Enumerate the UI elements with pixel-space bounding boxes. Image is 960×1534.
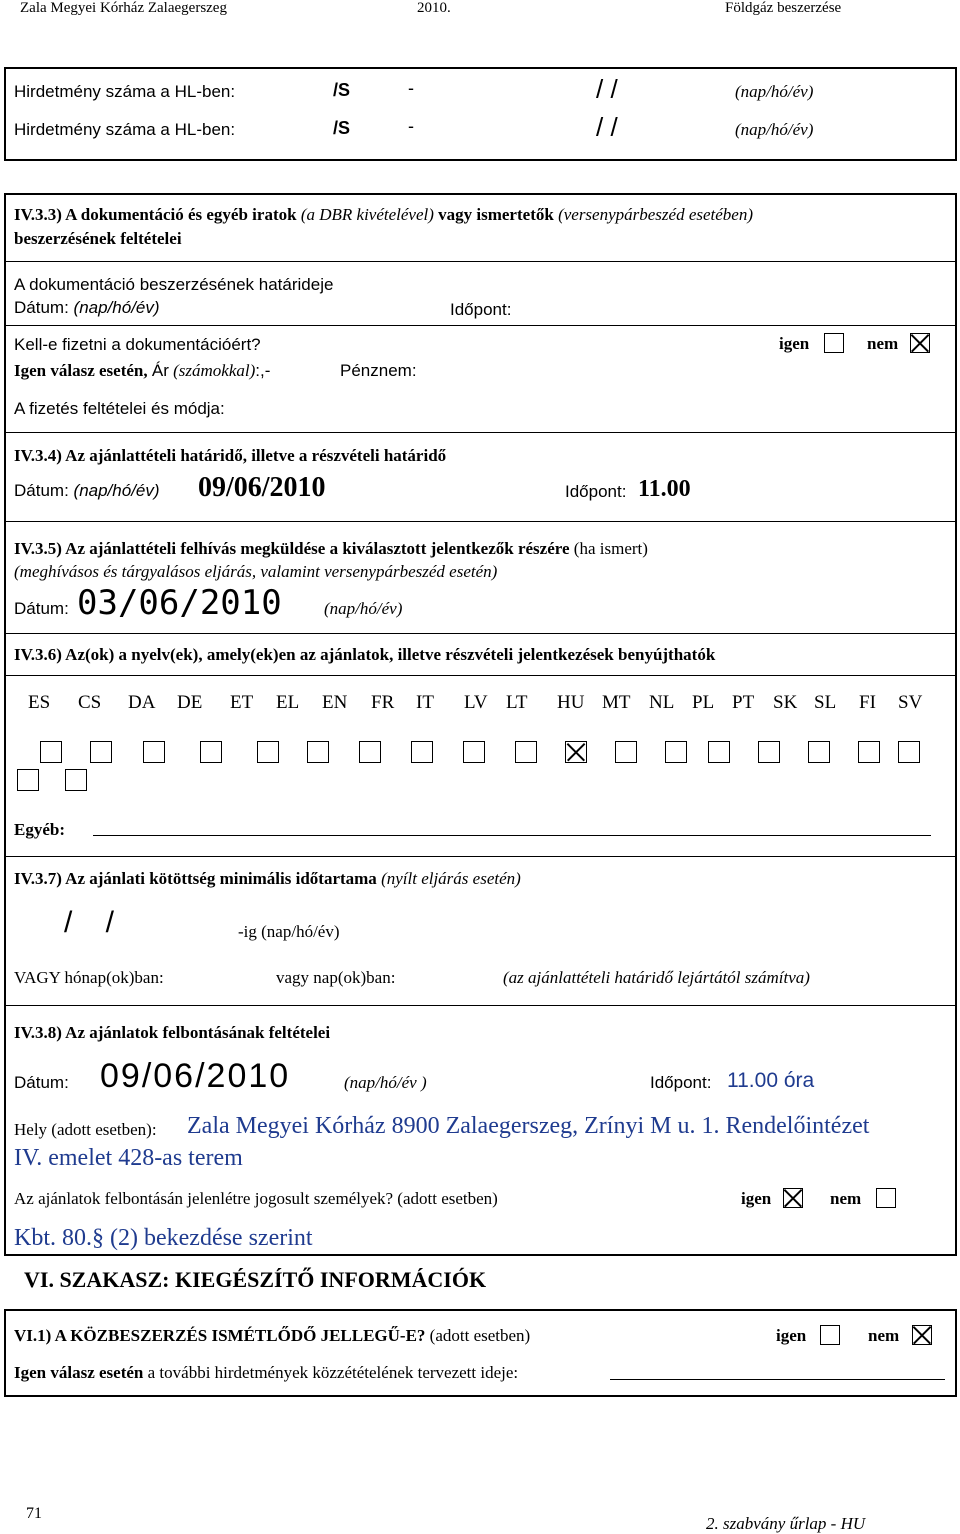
s6-igen-label: igen [776,1326,807,1345]
s438-place-line1: Zala Megyei Kórház 8900 Zalaegerszeg, Zrínyi M u. 1. Rendelőintézet [187,1113,870,1139]
language-checkbox-fr[interactable] [411,741,433,763]
language-code-lt: LT [506,692,528,713]
language-checkbox-mt[interactable] [665,741,687,763]
language-code-pl: PL [692,692,715,713]
language-checkbox-en[interactable] [359,741,381,763]
header-org: Zala Megyei Kórház Zalaegerszeg [20,0,227,16]
s438-igen-checkbox[interactable] [783,1188,803,1208]
s433-igen-checkbox[interactable] [824,333,844,353]
form-name: 2. szabvány űrlap - HU [706,1514,866,1533]
s437-months-label: VAGY hónap(ok)ban: [14,968,164,987]
divider [6,325,955,326]
language-checkbox-it[interactable] [463,741,485,763]
language-checkbox-cs[interactable] [90,741,112,763]
s433-nem-label: nem [867,334,899,353]
divider [6,261,955,262]
language-code-en: EN [322,692,348,713]
language-code-fi: FI [859,692,876,713]
s438-date-fmt: (nap/hó/év ) [344,1073,427,1092]
s6-followup-underline[interactable] [610,1379,945,1380]
s438-title: IV.3.8) Az ajánlatok felbontásának feltételei [14,1023,331,1042]
s435-date-fmt: (nap/hó/év) [324,599,403,618]
announcement-label-1: Hirdetmény száma a HL-ben: [14,82,236,101]
s434-date-row: Dátum: (nap/hó/év) [14,481,160,500]
announcement-label-2: Hirdetmény száma a HL-ben: [14,120,236,139]
s438-igen-label: igen [741,1189,772,1208]
s433-pay-question: Kell-e fizetni a dokumentációért? [14,335,261,354]
language-code-sl: SL [814,692,837,713]
language-checkbox-nl[interactable] [708,741,730,763]
language-checkbox-sl[interactable] [898,741,920,763]
s433-igen-label: igen [779,334,810,353]
language-checkbox-et[interactable] [257,741,279,763]
s433-date-row: Dátum: (nap/hó/év) [14,298,160,317]
language-code-nl: NL [649,692,675,713]
s435-date-label: Dátum: [14,599,69,618]
s433-time-label: Időpont: [450,300,512,319]
s433-price-row: Igen válasz esetén, Ár (számokkal):,- [14,361,271,380]
s437-note: (az ajánlattételi határidő lejártától számítva) [503,968,810,987]
s434-date-value: 09/06/2010 [198,472,326,503]
language-code-hu: HU [557,692,585,713]
s6-igen-checkbox[interactable] [820,1325,840,1345]
language-checkbox-lt[interactable] [565,741,587,763]
s438-place-label: Hely (adott esetben): [14,1120,157,1139]
s435-title: IV.3.5) Az ajánlattételi felhívás megküldése a kiválasztott jelentkezők részére (ha ismert) [14,539,648,558]
s437-title: IV.3.7) Az ajánlati kötöttség minimális időtartama (nyílt eljárás esetén) [14,869,521,888]
s438-nem-label: nem [830,1189,862,1208]
s434-title: IV.3.4) Az ajánlattételi határidő, illetve a részvételi határidő [14,446,447,465]
s6-followup: Igen válasz esetén a további hirdetmények közzétételének tervezett ideje: [14,1363,519,1382]
language-checkbox-es[interactable] [40,741,62,763]
language-code-sv: SV [898,692,923,713]
s435-subtitle: (meghívásos és tárgyalásos eljárás, valamint versenypárbeszéd esetén) [14,562,498,581]
s6-question: VI.1) A KÖZBESZERZÉS ISMÉTLŐDŐ JELLEGŰ-E? (adott esetben) [14,1326,531,1345]
s433-terms-label: A fizetés feltételei és módja: [14,399,225,418]
language-code-mt: MT [602,692,631,713]
s438-nem-checkbox[interactable] [876,1188,896,1208]
announcement-s-2: /S [333,118,351,138]
language-checkbox-el[interactable] [307,741,329,763]
s434-time-value: 11.00 [638,476,691,502]
s436-other-label: Egyéb: [14,820,65,839]
language-code-pt: PT [732,692,755,713]
s433-currency-label: Pénznem: [340,361,417,380]
divider [6,856,955,857]
language-checkbox-da[interactable] [143,741,165,763]
header-subject: Földgáz beszerzése [725,0,842,16]
s433-deadline-label: A dokumentáció beszerzésének határideje [14,275,334,294]
language-code-cs: CS [78,692,102,713]
language-code-es: ES [28,692,51,713]
s6-nem-label: nem [868,1326,900,1345]
s438-date-label: Dátum: [14,1073,69,1092]
language-checkbox-pl[interactable] [758,741,780,763]
section6-box [4,1309,957,1397]
divider [6,432,955,433]
s438-place-line2: IV. emelet 428-as terem [14,1145,243,1171]
language-code-sk: SK [773,692,798,713]
language-code-el: EL [276,692,300,713]
s433-title: IV.3.3) A dokumentáció és egyéb iratok (a DBR kivételével) vagy ismertetők (versenypárbeszéd esetében) [14,205,754,224]
language-code-et: ET [230,692,254,713]
language-code-de: DE [177,692,203,713]
s438-kbt: Kbt. 80.§ (2) bekezdése szerint [14,1225,313,1251]
s436-title: IV.3.6) Az(ok) a nyelv(ek), amely(ek)en az ajánlatok, illetve részvételi jelentkezések benyújthatók [14,645,716,664]
s433-nem-checkbox[interactable] [910,333,930,353]
language-checkbox-pt[interactable] [808,741,830,763]
language-code-da: DA [128,692,156,713]
s437-slashes: / / [64,906,115,939]
divider [6,521,955,522]
s438-time-label: Időpont: [650,1073,712,1092]
language-checkbox-fi[interactable] [17,769,39,791]
language-checkbox-de[interactable] [200,741,222,763]
language-code-it: IT [416,692,434,713]
announcement-fmt-1: (nap/hó/év) [735,82,814,101]
other-underline[interactable] [93,835,931,836]
language-checkbox-hu[interactable] [615,741,637,763]
announcement-slashes-2: / / [596,112,618,142]
divider [6,1005,955,1006]
divider [6,675,955,676]
s438-persons-question: Az ajánlatok felbontásán jelenlétre jogosult személyek? (adott esetben) [14,1189,498,1208]
language-code-fr: FR [371,692,395,713]
language-code-lv: LV [464,692,488,713]
s6-nem-checkbox[interactable] [912,1325,932,1345]
language-checkbox-lv[interactable] [515,741,537,763]
language-checkbox-sv[interactable] [65,769,87,791]
section6-heading: VI. SZAKASZ: KIEGÉSZÍTŐ INFORMÁCIÓK [24,1267,487,1292]
s434-time-label: Időpont: [565,482,627,501]
announcement-fmt-2: (nap/hó/év) [735,120,814,139]
language-checkbox-sk[interactable] [858,741,880,763]
announcement-slashes-1: / / [596,74,618,104]
header-year: 2010. [417,0,451,16]
s435-date-value: 03/06/2010 [77,583,282,623]
s437-ig: -ig (nap/hó/év) [238,922,340,941]
announcement-s-1: /S [333,80,351,100]
s438-time-value: 11.00 óra [727,1069,815,1092]
announcement-dash-1: - [408,78,414,98]
announcement-dash-2: - [408,116,414,136]
page-number: 71 [26,1505,42,1522]
s433-title-line2: beszerzésének feltételei [14,229,182,248]
divider [6,633,955,634]
s437-days-label: vagy nap(ok)ban: [276,968,396,987]
s438-date-value: 09/06/2010 [100,1057,291,1095]
